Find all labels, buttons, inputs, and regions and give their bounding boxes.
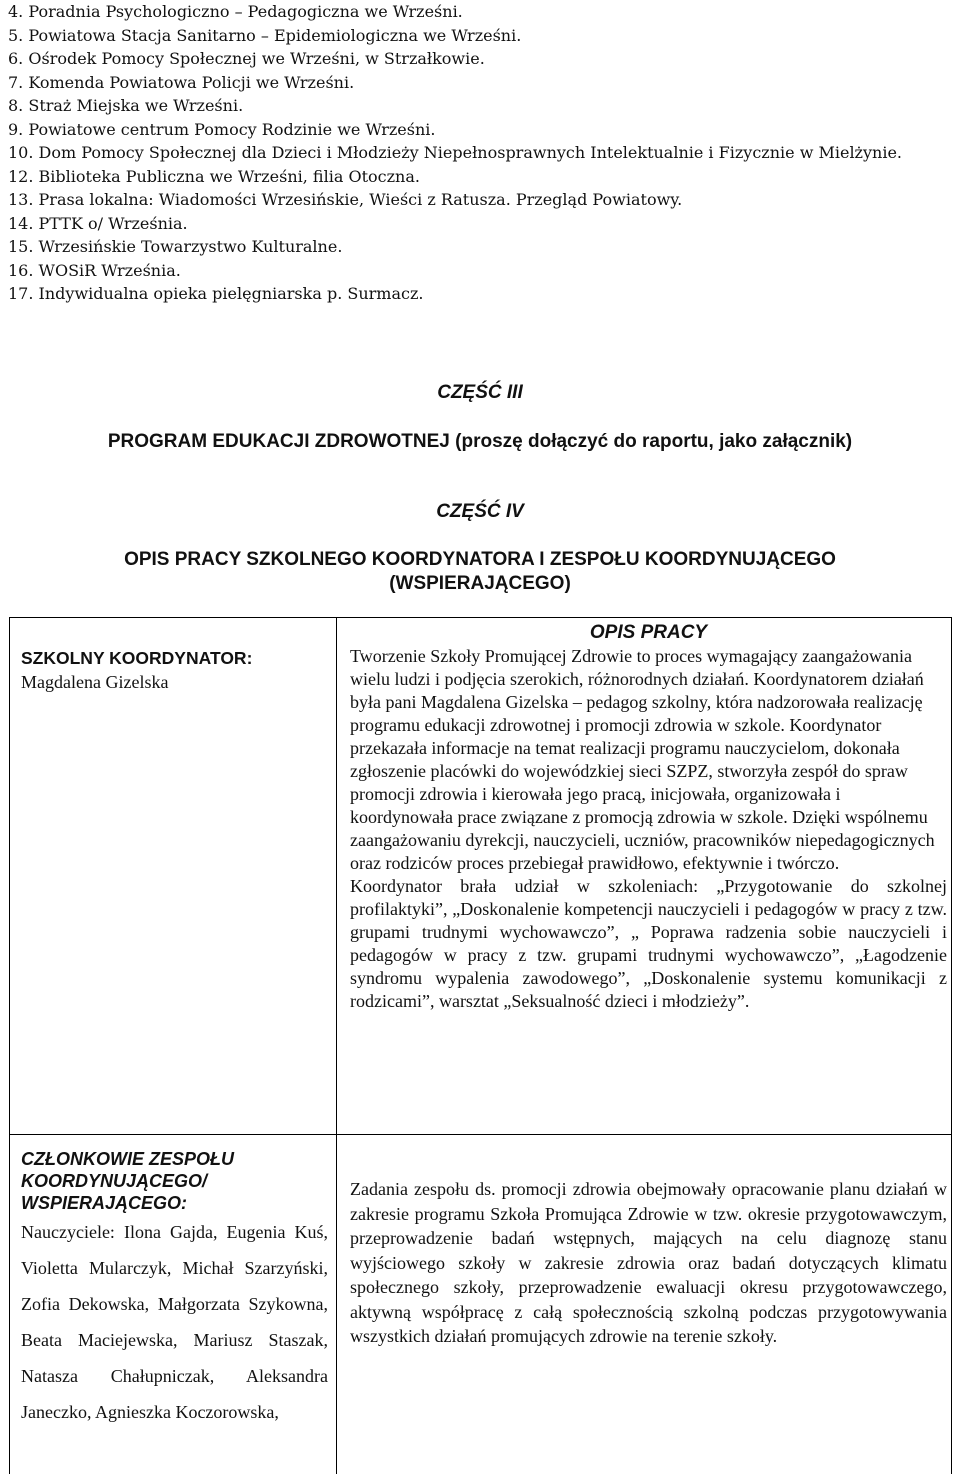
part3-title: CZĘŚĆ III: [437, 382, 523, 403]
coordinator-table: [9, 617, 952, 1474]
part4-title: CZĘŚĆ IV: [436, 501, 524, 522]
list-item: 16. WOSiR Września.: [8, 260, 181, 280]
members-text: Nauczyciele: Ilona Gajda, Eugenia Kuś, Violetta Mularczyk, Michał Szarzyński, Zofia Dekowska, Małgorzata Szykowna, Beata Maciejewska, Mariusz Staszak, Natasza Chałupniczak, Aleksandra Janeczko, Agnieszka Koczorowska,: [21, 1222, 328, 1422]
list-item: 13. Prasa lokalna: Wiadomości Wrzesińskie, Wieści z Ratusza. Przegląd Powiatowy.: [8, 190, 683, 209]
list-item: 4. Poradnia Psychologiczno – Pedagogiczna we Wrześni.: [8, 2, 463, 21]
part3-subtitle: PROGRAM EDUKACJI ZDROWOTNEJ (proszę dołączyć do raportu, jako załącznik): [107, 431, 853, 452]
coordinator-label: SZKOLNY KOORDYNATOR:: [21, 648, 253, 668]
list-item: 8. Straż Miejska we Wrześni.: [8, 96, 244, 115]
part4-subtitle-line1: OPIS PRACY SZKOLNEGO KOORDYNATORA I ZESPOŁU KOORDYNUJĄCEGO: [124, 549, 836, 570]
list-item: 12. Biblioteka Publiczna we Wrześni, filia Otoczna.: [8, 166, 420, 186]
table-left-border: [9, 617, 10, 1474]
list-item: 17. Indywidualna opieka pielęgniarska p. Surmacz.: [8, 284, 424, 303]
list-item: 6. Ośrodek Pomocy Społecznej we Wrześni, w Strzałkowie.: [8, 49, 485, 68]
part4-subtitle-line2: (WSPIERAJĄCEGO): [389, 573, 571, 594]
tasks-cell: [350, 1177, 947, 1349]
list-item: 10. Dom Pomocy Społecznej dla Dzieci i Młodzieży Niepełnosprawnych Intelektualnie i Fizycznie w Mielżynie.: [8, 143, 902, 162]
table-column-divider: [336, 617, 337, 1474]
list-item: 9. Powiatowe centrum Pomocy Rodzinie we Wrześni.: [8, 119, 436, 139]
opis-pracy-text-2: Koordynator brała udział w szkoleniach: „Przygotowanie do szkolnej profilaktyki”, „Doskonalenie kompetencji nauczycieli i pedagogów w pracy z tzw. grupami trudnymi wychowawczo”, „ Poprawa radzenia sobie nauczycieli i pedagogów w pracy z tzw. grupami trudnymi wychowawczo”, „Łagodzenie syndromu wypalenia zawodowego”, „Doskonalenie systemu komunikacji z rodzicami”, warsztat „Seksualność dzieci i młodzieży”.: [350, 876, 947, 1011]
list-item: 7. Komenda Powiatowa Policji we Wrześni.: [8, 72, 355, 92]
institutions-list: [8, 0, 948, 306]
coordinator-name: Magdalena Gizelska: [21, 672, 169, 692]
table-right-border: [951, 617, 952, 1474]
table-top-border: [9, 617, 952, 618]
tasks-text: Zadania zespołu ds. promocji zdrowia obejmowały opracowanie planu działań w zakresie programu Szkoła Promująca Zdrowie w tzw. okresie przygotowawczym, przeprowadzenie badań wstępnych, mających na celu diagnozę stanu wyjściowego szkoły w zakresie zdrowia oraz badań dotyczących klimatu społecznego szkoły, przeprowadzenie ewaluacji okresu przygotowawczego, aktywną współpracę z całą społecznością szkolną podczas przygotowywania wszystkich działań promujących zdrowie na terenie szkoły.: [350, 1179, 947, 1346]
opis-pracy-text-1: Tworzenie Szkoły Promującej Zdrowie to proces wymagający zaangażowania wielu ludzi i podjęcia szerokich, różnorodnych działań. Koordynatorem działań była pani Magdalena Gizelska – pedagog szkolny, która nadzorowała realizację programu edukacji zdrowotnej i promocji zdrowia w szkole. Koordynator przekazała informacje na temat realizacji programu nauczycielom, dokonała zgłoszenie placówki do wojewódzkiej sieci SZPZ, stworzyła zespół do spraw promocji zdrowia i kierowała jego pracą, inicjowała, organizowała i koordynowała prace związane z promocją zdrowia w szkole. Dzięki wspólnemu zaangażowaniu dyrekcji, nauczycieli, uczniów, pracowników niepedagogicznych oraz rodziców proces przebiegał prawidłowo, efektywnie i twórczo.: [350, 646, 935, 873]
list-item: 15. Wrzesińskie Towarzystwo Kulturalne.: [8, 237, 343, 256]
opis-pracy-title: OPIS PRACY: [589, 622, 708, 643]
table-row-divider: [9, 1134, 952, 1135]
list-item: 5. Powiatowa Stacja Sanitarno – Epidemiologiczna we Wrześni.: [8, 25, 522, 45]
members-title: CZŁONKOWIE ZESPOŁU KOORDYNUJĄCEGO/ WSPIERAJĄCEGO:: [21, 1149, 234, 1213]
coordinator-cell: [21, 646, 327, 694]
members-cell: [21, 1148, 328, 1430]
list-item: 14. PTTK o/ Września.: [8, 213, 188, 233]
opis-pracy-cell: [350, 621, 947, 1013]
